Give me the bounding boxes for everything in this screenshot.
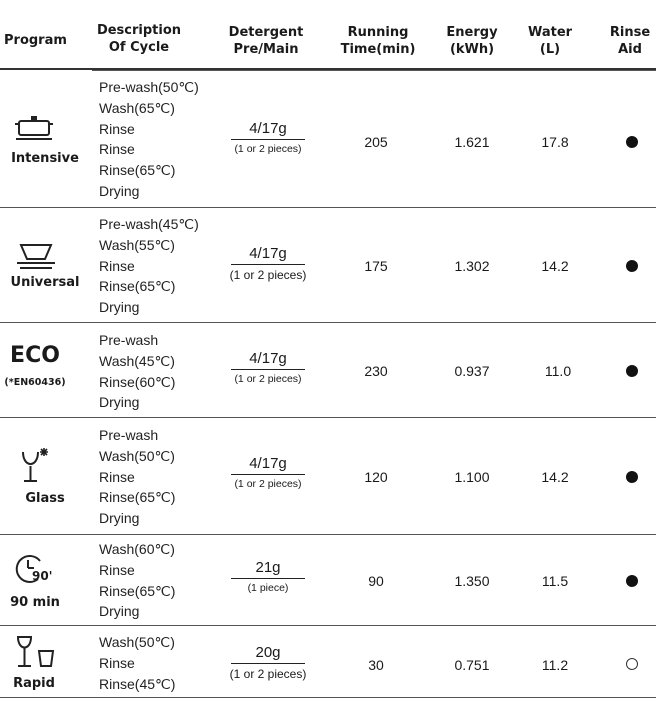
energy-value: 1.100 bbox=[454, 469, 490, 485]
detergent-cell bbox=[225, 245, 311, 282]
detergent-cell bbox=[225, 120, 311, 155]
cycle-steps bbox=[99, 425, 175, 529]
cycle-step: Wash(55℃) bbox=[99, 236, 175, 253]
cycle-step: Rinse(65℃) bbox=[99, 278, 176, 295]
detergent-cell bbox=[225, 350, 311, 385]
energy-value: 1.350 bbox=[454, 573, 490, 589]
cycle-step: Rinse(45℃) bbox=[99, 675, 176, 692]
program-name: 90 min bbox=[10, 595, 60, 610]
running-time: 175 bbox=[364, 258, 388, 274]
cycle-step: Rinse(65℃) bbox=[99, 582, 176, 599]
water-value: 14.2 bbox=[541, 469, 569, 485]
detergent-pieces: (1 or 2 pieces) bbox=[234, 373, 302, 385]
running-time: 205 bbox=[364, 134, 388, 150]
cycle-step: Wash(50℃) bbox=[99, 634, 175, 650]
table-row bbox=[0, 626, 656, 697]
pot-icon bbox=[15, 115, 53, 141]
eco-label: ECO bbox=[10, 343, 60, 368]
header-program: Program bbox=[4, 33, 67, 48]
water-value: 11.0 bbox=[544, 363, 572, 379]
cycle-steps bbox=[99, 539, 175, 622]
program-name: Intensive bbox=[11, 151, 79, 166]
cycle-steps bbox=[99, 330, 175, 413]
cycle-step: Rinse bbox=[99, 561, 135, 578]
cycle-step: Rinse bbox=[99, 120, 135, 137]
detergent-pieces: (1 or 2 pieces) bbox=[229, 667, 307, 681]
rinse-aid-empty-dot bbox=[626, 658, 638, 670]
energy-value: 1.621 bbox=[454, 134, 490, 150]
table-header bbox=[0, 0, 656, 70]
cycle-step: Pre-wash(45℃) bbox=[99, 216, 199, 232]
rinse-aid-filled-dot bbox=[626, 136, 638, 148]
detergent-amount: 20g bbox=[231, 644, 305, 664]
rinse-aid-filled-dot bbox=[626, 575, 638, 587]
table-row bbox=[0, 535, 656, 625]
eco-standard-note: (*EN60436) bbox=[4, 377, 66, 388]
cycle-step: Rinse(65℃) bbox=[99, 489, 176, 506]
table-row bbox=[0, 208, 656, 322]
detergent-pieces: (1 or 2 pieces) bbox=[234, 478, 302, 490]
cycle-step: Drying bbox=[99, 299, 140, 316]
header-description: Description Of Cycle bbox=[96, 23, 182, 55]
running-time: 90 bbox=[368, 573, 384, 589]
detergent-amount: 4/17g bbox=[231, 350, 305, 370]
cycle-step: Rinse(60℃) bbox=[99, 373, 176, 390]
header-water: Water (L) bbox=[527, 25, 573, 57]
detergent-amount: 4/17g bbox=[231, 245, 305, 265]
rinse-aid-filled-dot bbox=[626, 260, 638, 272]
detergent-pieces: (1 or 2 pieces) bbox=[229, 268, 307, 282]
cycle-step: Rinse bbox=[99, 654, 135, 671]
detergent-cell bbox=[225, 644, 311, 681]
cycle-step: Rinse bbox=[99, 257, 135, 274]
cycle-step: Drying bbox=[99, 394, 140, 411]
rinse-aid-filled-dot bbox=[626, 471, 638, 483]
wine-glass-icon bbox=[20, 446, 52, 484]
cycle-step: Wash(60℃) bbox=[99, 541, 175, 557]
cycle-step: Drying bbox=[99, 510, 140, 527]
cycle-step: Drying bbox=[99, 182, 140, 199]
cycle-step: Wash(65℃) bbox=[99, 99, 175, 116]
detergent-pieces: (1 piece) bbox=[247, 582, 289, 594]
table-row bbox=[0, 323, 656, 417]
cycle-step: Rinse bbox=[99, 141, 135, 158]
header-running-time: Running Time(min) bbox=[340, 25, 416, 57]
water-value: 11.5 bbox=[541, 573, 569, 589]
water-value: 14.2 bbox=[541, 258, 569, 274]
cycle-steps bbox=[99, 214, 199, 318]
detergent-amount: 4/17g bbox=[231, 120, 305, 140]
rinse-aid-filled-dot bbox=[626, 365, 638, 377]
detergent-amount: 21g bbox=[231, 559, 305, 579]
cycle-step: Wash(45℃) bbox=[99, 352, 175, 369]
detergent-cell bbox=[225, 455, 311, 490]
cycle-step: Pre-wash(50℃) bbox=[99, 79, 199, 95]
program-name: Rapid bbox=[13, 676, 55, 691]
table-row bbox=[0, 418, 656, 534]
program-name: Glass bbox=[25, 491, 65, 506]
table-row bbox=[0, 71, 656, 207]
running-time: 230 bbox=[364, 363, 388, 379]
energy-value: 1.302 bbox=[454, 258, 490, 274]
cycle-step: Pre-wash bbox=[99, 332, 159, 348]
header-rinse-aid: Rinse Aid bbox=[609, 25, 651, 57]
water-value: 11.2 bbox=[541, 657, 569, 673]
water-value: 17.8 bbox=[541, 134, 569, 150]
cycle-step: Drying bbox=[99, 603, 140, 620]
cycle-step: Wash(50℃) bbox=[99, 447, 175, 464]
detergent-cell bbox=[225, 559, 311, 594]
glasses-icon bbox=[15, 635, 55, 669]
energy-value: 0.937 bbox=[454, 363, 490, 379]
header-detergent: Detergent Pre/Main bbox=[228, 25, 304, 57]
table-bottom-border bbox=[0, 697, 656, 698]
detergent-amount: 4/17g bbox=[231, 455, 305, 475]
clock-90-label: 90' bbox=[32, 569, 53, 583]
cycle-step: Pre-wash bbox=[99, 427, 159, 443]
bowl-icon bbox=[17, 242, 55, 270]
cycle-steps bbox=[99, 632, 175, 694]
program-name: Universal bbox=[10, 275, 80, 290]
energy-value: 0.751 bbox=[454, 657, 490, 673]
running-time: 120 bbox=[364, 469, 388, 485]
cycle-step: Rinse bbox=[99, 468, 135, 485]
cycle-steps bbox=[99, 77, 199, 202]
cycle-step: Rinse(65℃) bbox=[99, 162, 176, 179]
header-energy: Energy (kWh) bbox=[446, 25, 498, 57]
detergent-pieces: (1 or 2 pieces) bbox=[234, 143, 302, 155]
running-time: 30 bbox=[368, 657, 384, 673]
